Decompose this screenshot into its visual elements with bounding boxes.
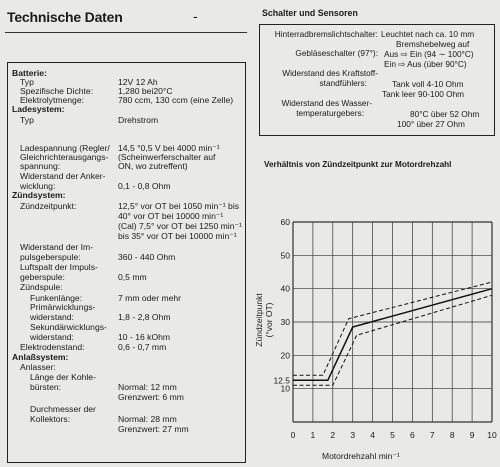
air-gap-value: 0,5 mm	[118, 272, 147, 282]
brake-switch-value-1: Leuchtet nach ca. 10 mm	[381, 29, 475, 39]
battery-electrolyte-label: Elektrolytmenge:	[20, 95, 85, 105]
battery-density-label: Spezifische Dichte:	[20, 86, 94, 96]
y-tick-label: 20	[280, 350, 290, 361]
battery-type-value: 12V 12 Ah	[118, 77, 158, 87]
x-tick-label: 4	[370, 430, 375, 440]
charging-voltage-label-3: spannung:	[20, 161, 61, 171]
timing-value-3: (Cal) 7,5° vor OT bei 1250 min⁻¹	[118, 221, 242, 231]
spark-length-label: Funkenlänge:	[30, 293, 83, 303]
timing-value-2: 40° vor OT bei 10000 min⁻¹	[118, 211, 224, 221]
switches-title: Schalter und Sensoren	[262, 8, 358, 18]
y-tick-label: 12.5	[273, 375, 290, 386]
primary-label-1: Primärwicklungs-	[30, 302, 96, 312]
charging-type-label: Typ	[20, 115, 34, 125]
page-title: Technische Daten	[7, 9, 123, 25]
y-axis-label-line2: (°vor OT)	[264, 302, 274, 338]
primary-label-2: widerstand:	[30, 312, 74, 322]
air-gap-label-1: Luftspalt der Impuls-	[20, 262, 98, 272]
x-tick-label: 9	[469, 430, 475, 440]
air-gap-label-2: geberspule:	[20, 272, 65, 282]
y-tick-label: 40	[280, 283, 290, 294]
x-axis-label: Motordrehzahl min⁻¹	[322, 451, 400, 461]
coil-label: Zündspule:	[20, 282, 63, 292]
spark-length-value: 7 mm oder mehr	[118, 293, 182, 303]
y-tick-label: 10	[280, 383, 290, 394]
fan-switch-value-2: Ein ⇨ Aus (über 90°C)	[384, 59, 467, 69]
water-sender-value-2: 100° über 27 Ohm	[397, 119, 465, 129]
timing-value-4: bis 35° vor OT bei 10000 min⁻¹	[118, 231, 237, 241]
brake-switch-value-2: Bremshebelweg auf	[396, 39, 470, 49]
brush-length-label-1: Länge der Kohle-	[30, 372, 96, 382]
battery-type-label: Typ	[20, 77, 34, 87]
timing-value-1: 12,5° vor OT bei 1050 min⁻¹ bis	[118, 201, 240, 211]
x-tick-label: 1	[310, 430, 316, 440]
commutator-normal: Normal: 28 mm	[118, 414, 177, 424]
x-tick-label: 6	[410, 430, 415, 440]
electrode-gap-value: 0,6 - 0,7 mm	[118, 342, 167, 352]
armature-value: 0,1 - 0,8 Ohm	[118, 181, 171, 191]
y-tick-label: 30	[280, 317, 290, 327]
charging-voltage-value-1: 14,5 °0,5 V bei 4000 min⁻¹	[118, 143, 220, 153]
commutator-limit: Grenzwert: 27 mm	[118, 424, 189, 434]
fuel-sender-value-2: Tank leer 90-100 Ohm	[382, 89, 465, 99]
section-battery: Batterie:	[12, 68, 47, 78]
y-tick-label: 60	[280, 217, 290, 227]
pulse-resistance-label-1: Widerstand der Im-	[20, 242, 94, 252]
commutator-label-2: Kollektors:	[30, 414, 71, 424]
header-dash: -	[193, 8, 198, 24]
fuel-sender-value-1: Tank voll 4-10 Ohm	[392, 79, 464, 89]
x-tick-label: 10	[487, 430, 497, 440]
charging-voltage-value-3: ON, wo zutreffent)	[118, 161, 188, 171]
fan-switch-label: Gebläseschalter (97°):	[295, 48, 378, 58]
pulse-resistance-value: 360 - 440 Ohm	[118, 252, 176, 262]
timing-label: Zündzeitpunkt:	[20, 201, 77, 211]
section-charging: Ladesystem:	[12, 104, 65, 114]
x-tick-label: 8	[449, 430, 455, 440]
charging-type-value: Drehstrom	[118, 115, 159, 125]
x-tick-label: 5	[390, 430, 395, 440]
charging-voltage-label-1: Ladespannung (Regler/	[20, 143, 110, 153]
secondary-label-2: widerstand:	[30, 332, 74, 342]
pulse-resistance-label-2: pulsgeberspule:	[20, 252, 81, 262]
brush-length-limit: Grenzwert: 6 mm	[118, 392, 184, 402]
commutator-label-1: Durchmesser der	[30, 404, 96, 414]
fan-switch-value-1: Aus ⇨ Ein (94 ∼ 100°C)	[384, 49, 474, 59]
water-sender-label-1: Widerstand des Wasser-	[281, 98, 372, 108]
secondary-value: 10 - 16 kOhm	[118, 332, 171, 342]
charging-voltage-value-2: (Scheinwerferschalter auf	[118, 152, 216, 162]
y-axis-label-line1: Zündzeitpunkt	[254, 293, 264, 347]
x-tick-label: 7	[429, 430, 435, 440]
charging-voltage-label-2: Gleichrichterausgangs-	[20, 152, 109, 162]
y-tick-label: 50	[280, 250, 290, 261]
section-ignition: Zündsystem:	[12, 190, 66, 200]
x-tick-label: 2	[330, 430, 336, 440]
x-tick-label: 3	[350, 430, 356, 440]
battery-electrolyte-value: 780 ccm, 130 ccm (eine Zelle)	[118, 95, 234, 105]
fuel-sender-label-2: standfühlers:	[319, 78, 367, 88]
brake-switch-label: Hinterradbremslichtschalter:	[274, 29, 378, 39]
water-sender-value-1: 80°C über 52 Ohm	[410, 109, 480, 119]
primary-value: 1,8 - 2,8 Ohm	[118, 312, 171, 322]
fuel-sender-label-1: Widerstand des Kraftstoff-	[282, 68, 378, 78]
starter-label: Anlasser:	[20, 362, 56, 372]
electrode-gap-label: Elektrodenstand:	[20, 342, 85, 352]
armature-label-2: wicklung:	[20, 181, 56, 191]
brush-length-normal: Normal: 12 mm	[118, 382, 177, 392]
brush-length-label-2: bürsten:	[30, 382, 62, 392]
section-starter: Anlaßsystem:	[12, 352, 69, 362]
x-tick-label: 0	[290, 430, 296, 440]
water-sender-label-2: temperaturgebers:	[296, 108, 364, 118]
chart-title: Verhältnis von Zündzeitpunkt zur Motordrehzahl	[264, 160, 452, 169]
battery-density-value: 1,280 bei20°C	[118, 86, 173, 96]
armature-label-1: Widerstand der Anker-	[20, 171, 106, 181]
secondary-label-1: Sekundärwicklungs-	[30, 322, 107, 332]
